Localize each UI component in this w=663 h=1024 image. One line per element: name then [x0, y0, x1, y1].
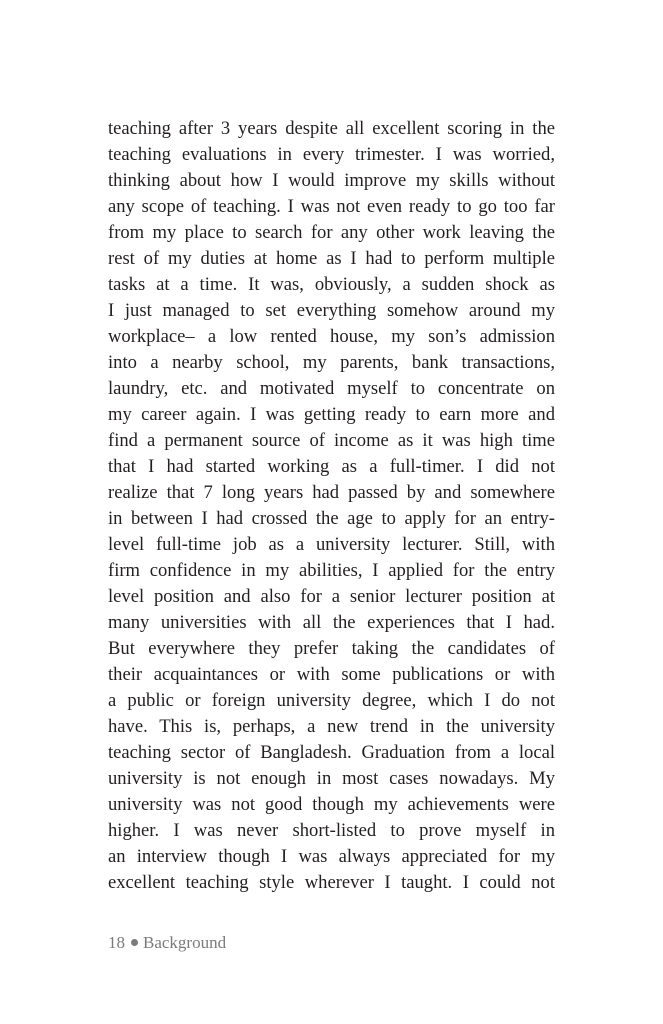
text-line: find a permanent source of income as it was high time: [108, 430, 555, 451]
text-line: have. This is, perhaps, a new trend in the university: [108, 716, 555, 737]
text-line: many universities with all the experiences that I had.: [108, 612, 555, 633]
text-line: I just managed to set everything somehow around my: [108, 300, 555, 321]
text-line: laundry, etc. and motivated myself to concentrate on: [108, 378, 555, 399]
bullet-separator-icon: [131, 939, 138, 946]
page-footer: [108, 931, 226, 955]
text-line: workplace– a low rented house, my son’s admission: [108, 326, 555, 347]
text-line: university is not enough in most cases nowadays. My: [108, 768, 555, 789]
text-line: tasks at a time. It was, obviously, a sudden shock as: [108, 274, 555, 295]
text-line: realize that 7 long years had passed by and somewhere: [108, 482, 555, 503]
text-line: thinking about how I would improve my skills without: [108, 170, 555, 191]
text-line: in between I had crossed the age to apply for an entry-: [108, 508, 555, 529]
text-line: higher. I was never short-listed to prove myself in: [108, 820, 555, 841]
text-line: from my place to search for any other work leaving the: [108, 222, 555, 243]
text-line: teaching evaluations in every trimester. I was worried,: [108, 144, 555, 165]
text-line: into a nearby school, my parents, bank transactions,: [108, 352, 555, 373]
page-number: 18: [108, 933, 125, 952]
text-line: But everywhere they prefer taking the candidates of: [108, 638, 555, 659]
text-line: any scope of teaching. I was not even ready to go too far: [108, 196, 555, 217]
section-title: Background: [143, 933, 227, 952]
text-line: teaching after 3 years despite all excellent scoring in the: [108, 118, 555, 139]
text-line: level position and also for a senior lecturer position at: [108, 586, 555, 607]
text-line: firm confidence in my abilities, I applied for the entry: [108, 560, 555, 581]
body-text: [108, 116, 555, 896]
text-line: rest of my duties at home as I had to perform multiple: [108, 248, 555, 269]
text-line: teaching sector of Bangladesh. Graduation from a local: [108, 742, 555, 763]
text-line: a public or foreign university degree, which I do not: [108, 690, 555, 711]
text-line: an interview though I was always appreciated for my: [108, 846, 555, 867]
text-line: my career again. I was getting ready to earn more and: [108, 404, 555, 425]
text-line: university was not good though my achievements were: [108, 794, 555, 815]
text-line: excellent teaching style wherever I taught. I could not: [108, 872, 555, 893]
text-line: that I had started working as a full-timer. I did not: [108, 456, 555, 477]
text-line: level full-time job as a university lecturer. Still, with: [108, 534, 555, 555]
text-line: their acquaintances or with some publications or with: [108, 664, 555, 685]
